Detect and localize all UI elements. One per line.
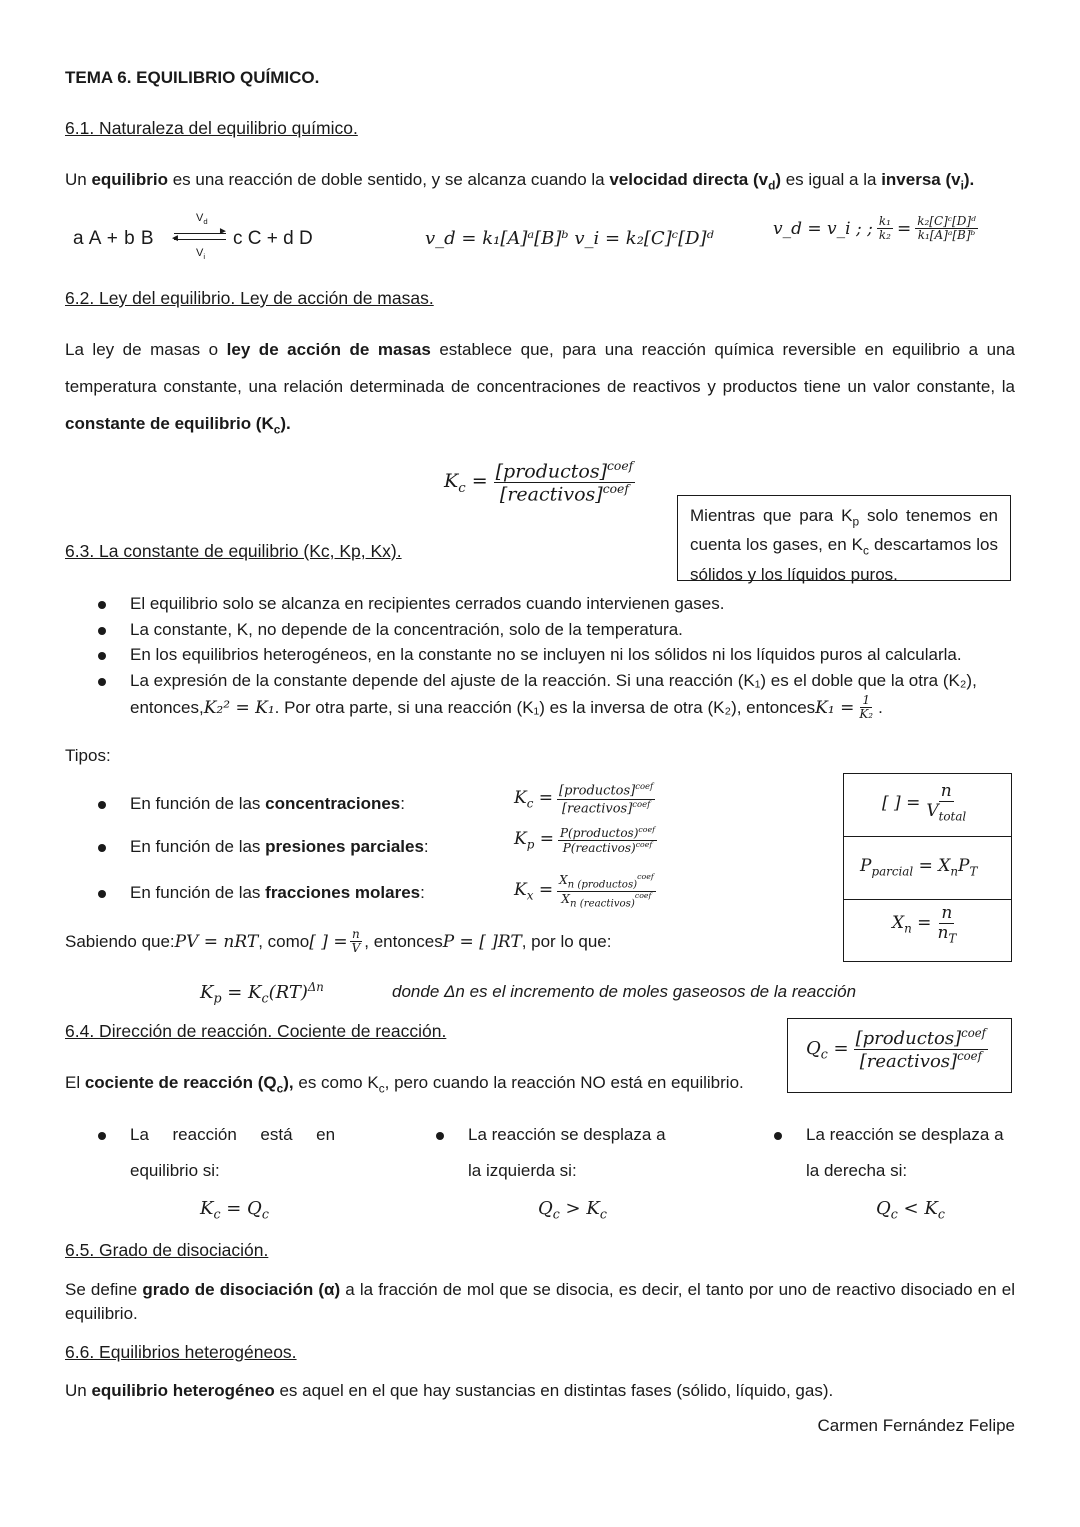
rate-equations: v_d = k₁[A]ᵃ[B]ᵇ v_i = k₂[C]ᶜ[D]ᵈ [425,228,714,249]
formula-side-box [843,773,1012,962]
section-6-4-heading: 6.4. Dirección de reacción. Cociente de reacción. [65,1021,447,1041]
case-equilibrium-math: $K_c = Q_c$ [200,1198,269,1222]
reaction-left: a A + b B [73,228,155,249]
bullet-text-4: La expresión de la constante depende del ajuste de la reacción. Si una reacción (K₁) es el doble que la otra (K₂), [130,671,977,690]
case-equilibrium-l1: La reacción está en [130,1125,336,1144]
page-title: TEMA 6. EQUILIBRIO QUÍMICO. [65,68,320,87]
qc-formula: $Q_c$ = $\frac{[productos]^{coef}}{[reactivos]^{coef}}$ [806,1026,986,1072]
divider [844,899,1011,900]
sabiendo-line: Sabiendo que: PV = nRT , como [ ] = $\frac{n}{V}$ , entonces P = [ ]RT , por lo que: [65,927,612,956]
case-right-l1: La reacción se desplaza a [806,1125,1004,1144]
reaction-right: c C + d D [233,228,313,249]
arrow-label-inverse: $V_i$ [196,247,206,262]
bullet [98,678,106,686]
case-left-l1: La reacción se desplaza a [468,1125,666,1144]
case-right-l2: la derecha si: [806,1161,908,1180]
bullet [98,627,106,635]
s2-paragraph: La ley de masas o ley de acción de masas establece que, para una reacción química reversible en equilibrio a una temperatura constante, una relación determinada de concentraciones de reactivos y productos tiene un valor constante, la constante de equilibrio $(K_c)$. [65,340,1015,437]
kx-type-formula: $K_x$ = $\frac{X_{n (productos)}^{coef}}{X_{n (reactivos)}^{coef}}$ [514,872,654,909]
bullet [98,1132,106,1140]
type-pressures: En función de las presiones parciales: [130,837,429,856]
section-6-6-heading: 6.6. Equilibrios heterogéneos. [65,1342,297,1362]
bullet [98,890,106,898]
bullet-text-2: La constante, K, no depende de la concentración, solo de la temperatura. [130,620,683,639]
case-left-math: $Q_c > K_c$ [538,1198,607,1222]
s1-paragraph: Un equilibrio es una reacción de doble sentido, y se alcanza cuando la velocidad directa $(v_d)$ es igual a la inversa $(v_i)$. [65,170,975,193]
bullet-text-1: El equilibrio solo se alcanza en recipientes cerrados cuando intervienen gases. [130,594,725,613]
rate-balance: v_d = v_i ; ; $\frac{\text{k₁}}{\text{k₂}}$ = $\frac{\text{k₂[C]ᶜ[D]ᵈ}}{\text{k₁[A]ᵃ[B]ᵇ}}$ [773,214,976,243]
s5-paragraph: Se define grado de disociación (α) a la fracción de mol que se disocia, es decir, el tanto por uno de reactivo disociado en el equilibrio. [65,1280,1015,1323]
concentration-formula: [ ] = $\frac{n}{V_{total}}$ [882,781,967,824]
type-molar-fractions: En función de las fracciones molares: [130,883,425,902]
kp-type-formula: $K_p$ = $\frac{P(productos)^{coef}}{P(reactivos)^{coef}}$ [514,825,655,856]
case-left-l2: la izquierda si: [468,1161,577,1180]
bullet [98,601,106,609]
arrow-label-direct: $V_d$ [196,212,208,227]
partial-pressure-formula: $P_{parcial} = X_nP_T$ [860,856,978,879]
forward-arrow-head: ► [218,226,228,237]
bullet-text-3: En los equilibrios heterogéneos, en la constante no se incluyen ni los sólidos ni los líquidos puros al calcularla. [130,645,962,664]
note-box: Mientras que para $K_p$ solo tenemos en cuenta los gases, en $K_c$ descartamos los sólidos y los líquidos puros. [677,495,1011,581]
s6-paragraph: Un equilibrio heterogéneo es aquel en el que hay sustancias en distintas fases (sólido, líquido, gas). [65,1381,834,1400]
section-6-5-heading: 6.5. Grado de disociación. [65,1240,269,1260]
bullet [774,1132,782,1140]
section-6-3-heading: 6.3. La constante de equilibrio (Kc, Kp, Kx). [65,541,402,561]
kp-kc-relation: $K_p = K_c(RT)^{\Delta n}$ [200,980,324,1006]
type-concentrations: En función de las concentraciones: [130,794,405,813]
qc-box [787,1018,1012,1093]
delta-n-note: donde Δn es el incremento de moles gaseosos de la reacción [392,982,857,1001]
s4-paragraph: El cociente de reacción $(Q_c)$, es como $K_c$, pero cuando la reacción NO está en equilibrio. [65,1073,744,1096]
reverse-arrow [174,239,226,240]
case-right-math: $Q_c < K_c$ [876,1198,945,1222]
reverse-arrow-head: ◄ [170,233,180,244]
tipos-label: Tipos: [65,746,111,765]
kc-type-formula: $K_c$ = $\frac{[productos]^{coef}}{[reactivos]^{coef}}$ [514,781,654,816]
section-6-1-heading: 6.1. Naturaleza del equilibrio químico. [65,118,358,138]
section-6-2-heading: 6.2. Ley del equilibrio. Ley de acción de masas. [65,288,434,308]
bullet [98,652,106,660]
molar-fraction-formula: $X_n$ = $\frac{n}{n_T}$ [892,903,957,946]
divider [844,836,1011,837]
bullet [98,801,106,809]
case-equilibrium-l2: equilibrio si: [130,1161,220,1180]
author: Carmen Fernández Felipe [817,1416,1015,1435]
bullet [436,1132,444,1140]
kc-formula: $K_c$ = $\frac{[productos]^{coef}}{[reactivos]^{coef}}$ [444,459,634,506]
bullet [98,844,106,852]
bullet-text-4b: entonces, K₂² = K₁ . Por otra parte, si una reacción (K₁) es la inversa de otra (K₂), entonces K₁ = $\frac{1}{\text{K₂}}$ . [130,693,883,722]
